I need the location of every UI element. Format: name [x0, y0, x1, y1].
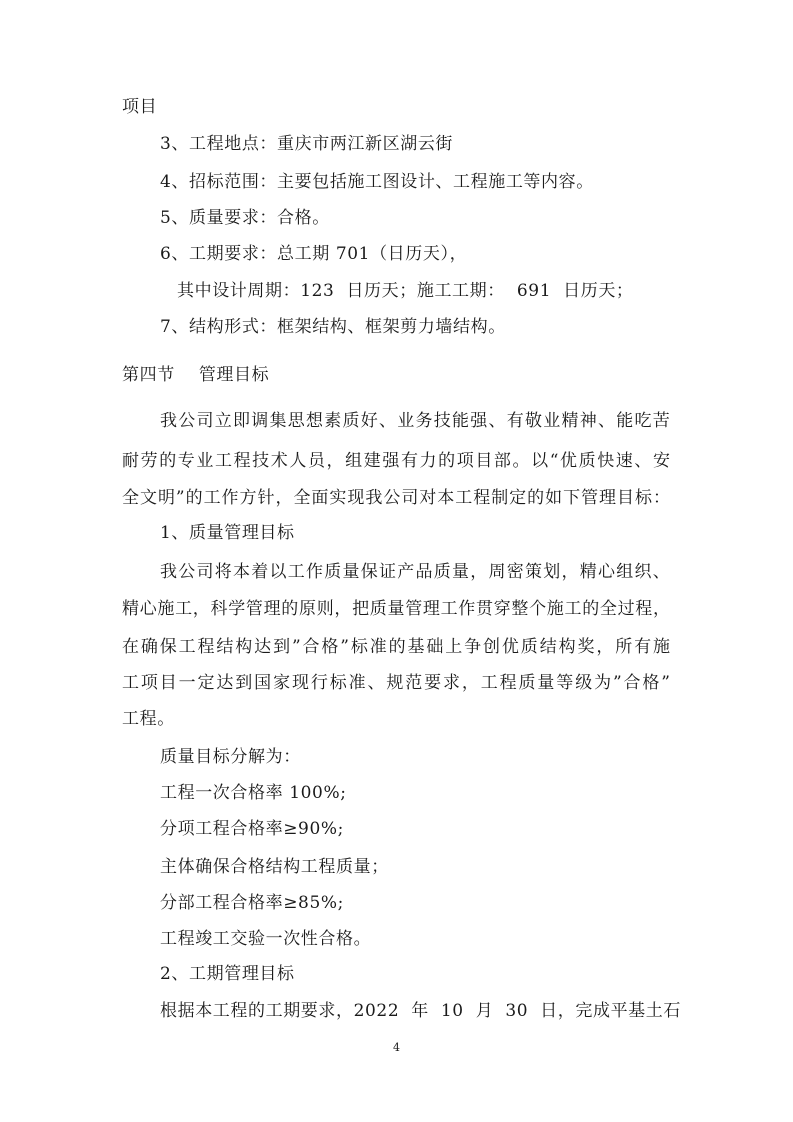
- text-line: 质量目标分解为：: [160, 747, 301, 767]
- text-line: 工程。: [122, 709, 175, 729]
- text-line: 精心施工，科学管理的原则，把质量管理工作贯穿整个施工的全过程，: [122, 599, 670, 619]
- subheading: 1、质量管理目标: [160, 523, 295, 543]
- text-line: 根据本工程的工期要求，2022 年 10 月 30 日，完成平基土石: [160, 1001, 681, 1021]
- text-line: 3、工程地点：重庆市两江新区湖云街: [160, 134, 454, 154]
- text-line: 5、质量要求：合格。: [160, 208, 330, 228]
- text-line: 分部工程合格率≥85%;: [160, 893, 344, 913]
- text-line: 6、工期要求：总工期 701（日历天），: [160, 244, 468, 264]
- text-line: 7、结构形式：框架结构、框架剪力墙结构。: [160, 317, 506, 337]
- text-line: 耐劳的专业工程技术人员，组建强有力的项目部。以“优质快速、安: [122, 451, 670, 471]
- text-line: 分项工程合格率≥90%;: [160, 819, 344, 839]
- text-line: 我公司将本着以工作质量保证产品质量，周密策划，精心组织、: [160, 562, 670, 582]
- text-line: 全文明”的工作方针，全面实现我公司对本工程制定的如下管理目标：: [122, 488, 670, 508]
- page-number: 4: [393, 1041, 400, 1054]
- subheading: 2、工期管理目标: [160, 964, 295, 984]
- text-line: 工项目一定达到国家现行标准、规范要求，工程质量等级为”合格”: [122, 673, 670, 693]
- text-line: 主体确保合格结构工程质量；: [160, 857, 389, 877]
- text-line: 我公司立即调集思想素质好、业务技能强、有敬业精神、能吃苦: [160, 411, 670, 431]
- text-line: 其中设计周期：123 日历天；施工工期： 691 日历天；: [177, 281, 634, 301]
- text-line: 项目: [122, 97, 158, 117]
- text-line: 工程一次合格率 100%;: [160, 783, 347, 803]
- text-line: 工程竣工交验一次性合格。: [160, 929, 372, 949]
- text-line: 在确保工程结构达到”合格”标准的基础上争创优质结构奖，所有施: [122, 637, 670, 657]
- section-heading: 第四节 管理目标: [122, 365, 270, 385]
- text-line: 4、招标范围：主要包括施工图设计、工程施工等内容。: [160, 172, 594, 192]
